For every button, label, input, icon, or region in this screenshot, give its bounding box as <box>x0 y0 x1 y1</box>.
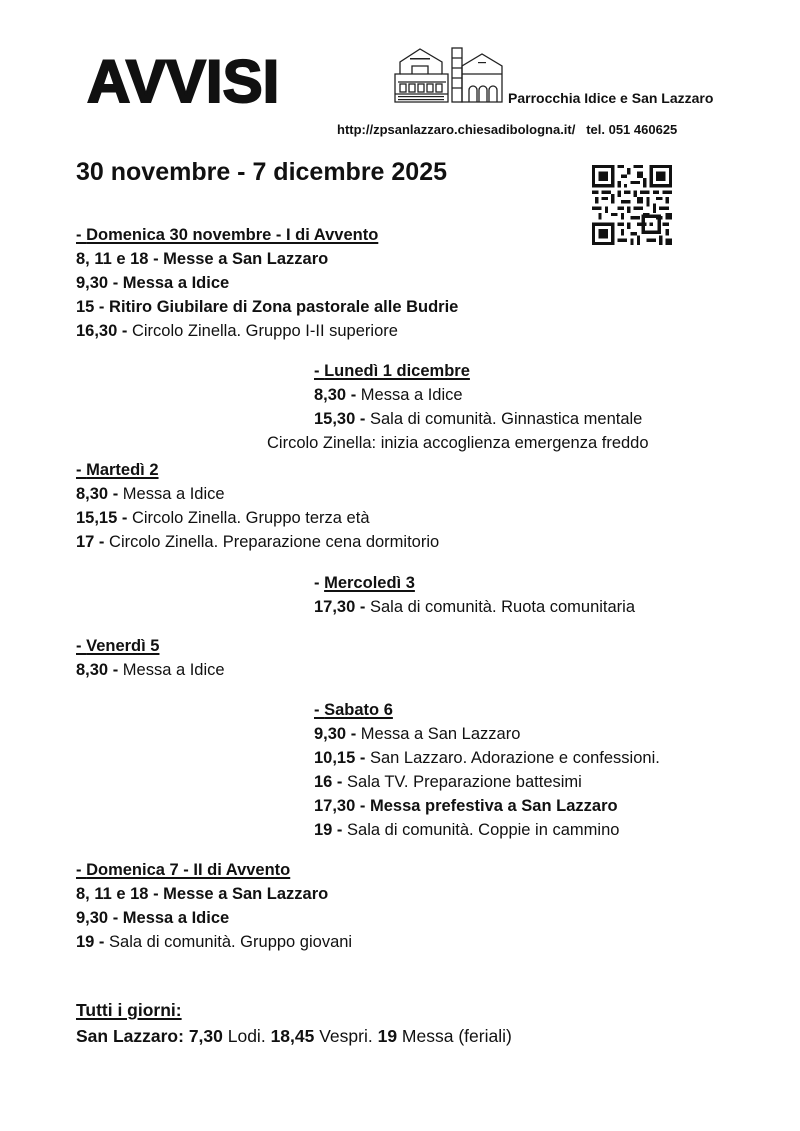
event-text: Circolo Zinella. Gruppo terza età <box>131 509 370 527</box>
event-time: 17,30 - <box>314 598 370 616</box>
event-text: Messa a Idice <box>122 485 225 503</box>
event-time: 8,30 - <box>314 386 361 404</box>
website-link[interactable]: http://zpsanlazzaro.chiesadibologna.it/ <box>337 122 576 137</box>
event-text: - <box>76 637 87 655</box>
event-text: Tutti i giorni: <box>76 1000 182 1020</box>
event-line <box>314 746 660 770</box>
event-text: Messa a Idice <box>122 661 225 679</box>
event-time: 17 - <box>76 533 110 551</box>
event-line <box>76 295 458 319</box>
event-line <box>76 482 225 506</box>
event-line <box>76 271 229 295</box>
event-line <box>314 595 635 619</box>
day-heading <box>76 858 290 882</box>
church-buildings-logo-icon <box>392 44 504 106</box>
event-time: 19 <box>377 1026 398 1046</box>
event-line <box>76 882 328 906</box>
event-text: Martedì 2 <box>86 461 159 479</box>
event-text: Sala di comunità. Ginnastica mentale <box>369 410 643 428</box>
event-text: Messa (feriali) <box>397 1026 512 1046</box>
event-line <box>267 431 649 455</box>
event-text: Sala di comunità. Gruppo giovani <box>109 933 353 951</box>
event-time: 9,30 - <box>314 725 361 743</box>
event-line <box>76 930 352 954</box>
day-heading <box>76 634 159 658</box>
event-line <box>76 530 439 554</box>
event-line <box>76 658 225 682</box>
event-time: 8,30 - <box>76 485 123 503</box>
event-text: Circolo Zinella. Preparazione cena dormitorio <box>109 533 440 551</box>
contact-line <box>337 122 677 137</box>
event-text: Messa a Idice <box>360 386 463 404</box>
event-time: 7,30 <box>188 1026 223 1046</box>
event-text: - <box>76 861 87 879</box>
page-title: AVVISI <box>87 48 280 115</box>
event-text: Messa a Idice <box>122 274 230 292</box>
event-time: 15,15 - <box>76 509 132 527</box>
event-text: - <box>314 362 325 380</box>
event-time: 8, 11 e 18 - <box>76 885 164 903</box>
daily-heading <box>76 998 182 1022</box>
event-time: 16 - <box>314 773 348 791</box>
daily-schedule <box>76 1024 512 1048</box>
event-time: 15,30 - <box>314 410 370 428</box>
event-line <box>76 506 370 530</box>
event-line <box>314 722 520 746</box>
event-text: - <box>76 461 87 479</box>
day-heading <box>314 359 470 383</box>
day-heading <box>76 458 159 482</box>
event-line <box>314 383 463 407</box>
event-text: Vespri. <box>314 1026 378 1046</box>
event-text: Domenica 30 novembre - I di Avvento <box>86 226 379 244</box>
event-text: Venerdì 5 <box>86 637 160 655</box>
event-line <box>76 319 398 343</box>
event-text: Sala di comunità. Coppie in cammino <box>347 821 620 839</box>
day-heading <box>314 698 393 722</box>
event-time: 19 - <box>314 821 348 839</box>
event-time: 18,45 <box>270 1026 315 1046</box>
event-line <box>76 906 229 930</box>
day-heading <box>76 223 378 247</box>
parish-name: Parrocchia Idice e San Lazzaro <box>508 90 714 106</box>
event-text: Lunedì 1 dicembre <box>324 362 470 380</box>
event-text: Lodi. <box>222 1026 271 1046</box>
event-time: 17,30 - <box>314 797 370 815</box>
event-line <box>76 247 328 271</box>
event-time: 19 - <box>76 933 110 951</box>
event-time: 10,15 - <box>314 749 370 767</box>
event-text: Messa prefestiva a San Lazzaro <box>369 797 618 815</box>
event-time: 9,30 - <box>76 909 123 927</box>
event-text: Mercoledì 3 <box>324 574 415 592</box>
event-text: - <box>314 574 325 592</box>
event-text: Messa a San Lazzaro <box>360 725 521 743</box>
event-text: - <box>314 701 325 719</box>
event-text: Messe a San Lazzaro <box>163 885 329 903</box>
event-text: San Lazzaro: <box>76 1026 189 1046</box>
event-time: 8, 11 e 18 - <box>76 250 164 268</box>
event-text: Circolo Zinella. Gruppo I-II superiore <box>131 322 398 340</box>
event-line <box>314 770 582 794</box>
event-text: Sala di comunità. Ruota comunitaria <box>369 598 636 616</box>
day-heading <box>314 571 415 595</box>
event-text: Circolo Zinella: inizia accoglienza emergenza freddo <box>267 434 649 452</box>
qr-code-icon[interactable] <box>592 165 672 245</box>
event-time: 9,30 - <box>76 274 123 292</box>
period-heading: 30 novembre - 7 dicembre 2025 <box>76 158 448 186</box>
event-text: Ritiro Giubilare di Zona pastorale alle Budrie <box>109 298 459 316</box>
event-line <box>314 818 619 842</box>
event-text: Messe a San Lazzaro <box>163 250 329 268</box>
event-line <box>314 407 642 431</box>
event-text: - <box>76 226 87 244</box>
event-text: Sala TV. Preparazione battesimi <box>347 773 582 791</box>
event-time: 16,30 - <box>76 322 132 340</box>
event-text: Sabato 6 <box>324 701 393 719</box>
event-time: 15 - <box>76 298 110 316</box>
event-text: San Lazzaro. Adorazione e confessioni. <box>369 749 660 767</box>
phone-number: tel. 051 460625 <box>586 122 678 137</box>
event-text: Domenica 7 - II di Avvento <box>86 861 291 879</box>
event-time: 8,30 - <box>76 661 123 679</box>
event-line <box>314 794 618 818</box>
event-text: Messa a Idice <box>122 909 230 927</box>
